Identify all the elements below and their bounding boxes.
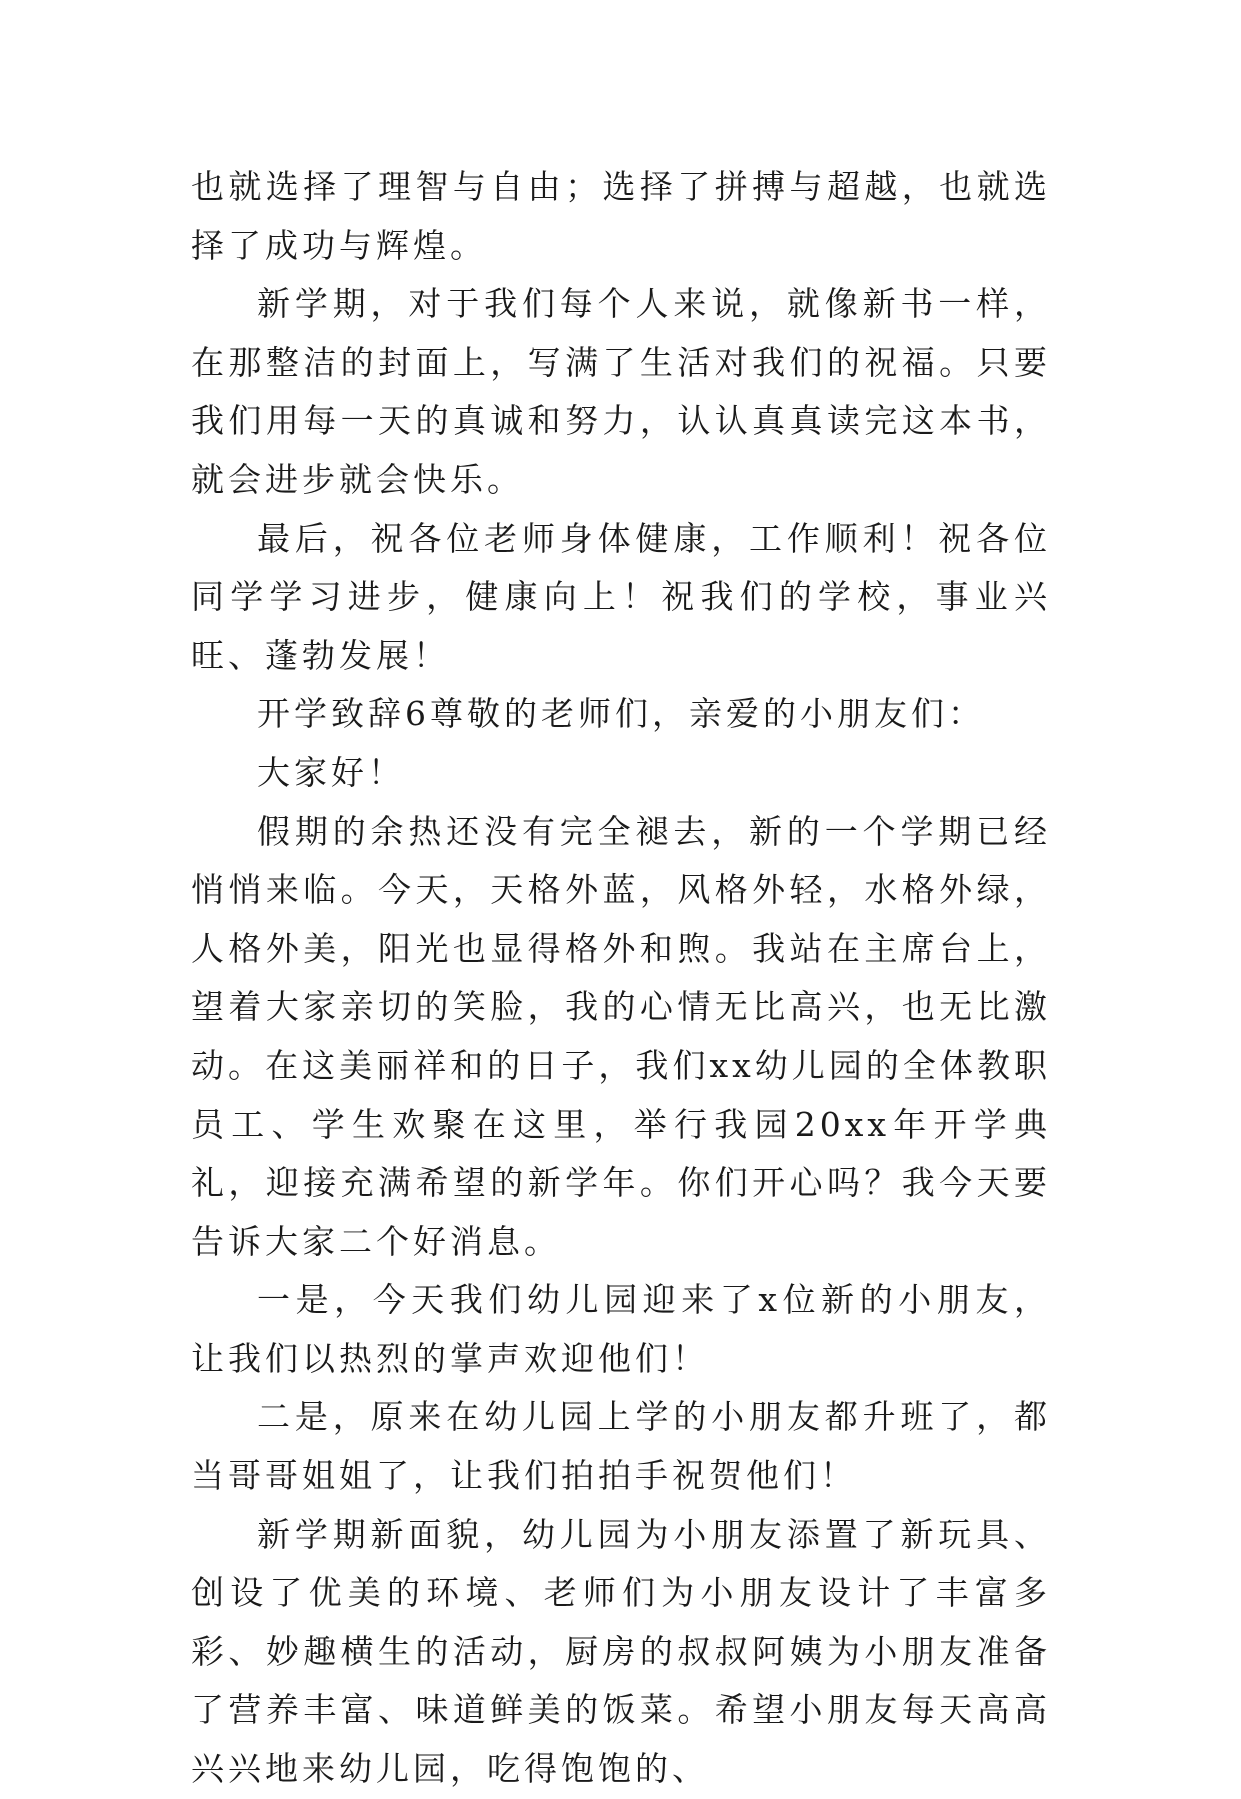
paragraph: 最后，祝各位老师身体健康，工作顺利！祝各位同学学习进步，健康向上！祝我们的学校，事业兴旺、蓬勃发展！ (191, 518, 1051, 675)
document-body (191, 158, 1051, 1799)
paragraph: 二是，原来在幼儿园上学的小朋友都升班了，都当哥哥姐姐了，让我们拍拍手祝贺他们！ (191, 1397, 1051, 1496)
paragraph: 也就选择了理智与自由；选择了拼搏与超越，也就选择了成功与辉煌。 (191, 167, 1051, 265)
paragraph: 大家好！ (257, 752, 405, 792)
paragraph: 新学期新面貌，幼儿园为小朋友添置了新玩具、创设了优美的环境、老师们为小朋友设计了丰富多彩、妙趣横生的活动，厨房的叔叔阿姨为小朋友准备了营养丰富、味道鲜美的饭菜。希望小朋友每天高高兴兴地来幼儿园，吃得饱饱的、 (191, 1514, 1051, 1789)
paragraph: 开学致辞6尊敬的老师们，亲爱的小朋友们： (257, 694, 985, 734)
paragraph: 假期的余热还没有完全褪去，新的一个学期已经悄悄来临。今天，天格外蓝，风格外轻，水格外绿，人格外美，阳光也显得格外和煦。我站在主席台上，望着大家亲切的笑脸，我的心情无比高兴，也无比激动。在这美丽祥和的日子，我们xx幼儿园的全体教职员工、学生欢聚在这里，举行我园20xx年开学典礼，迎接充满希望的新学年。你们开心吗？我今天要告诉大家二个好消息。 (191, 811, 1051, 1261)
paragraph: 一是，今天我们幼儿园迎来了x位新的小朋友，让我们以热烈的掌声欢迎他们！ (191, 1280, 1051, 1378)
paragraph: 新学期，对于我们每个人来说，就像新书一样，在那整洁的封面上，写满了生活对我们的祝福。只要我们用每一天的真诚和努力，认认真真读完这本书，就会进步就会快乐。 (191, 284, 1051, 499)
